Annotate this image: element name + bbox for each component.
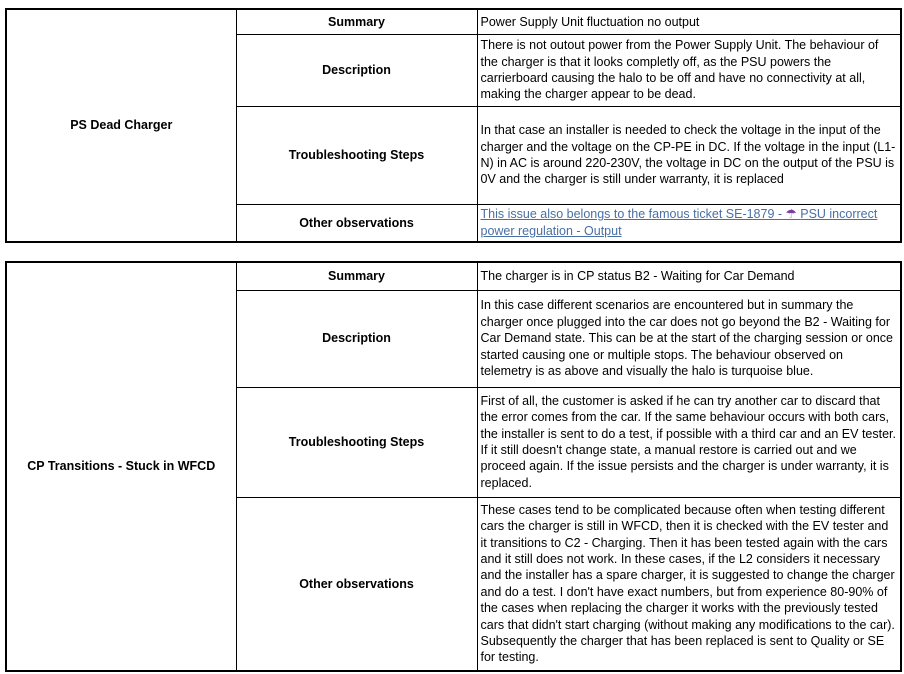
- row-label-description: Description: [236, 34, 477, 106]
- ticket-link-text-2: PSU incorrect power regulation - Output: [480, 207, 878, 238]
- other-observations-cell: [477, 204, 901, 242]
- description-text: There is not outout power from the Power Supply Unit. The behaviour of the charger is that it looks completly off, as the PSU powers the carrierboard causing the halo to be off and have no connectivity at all, making the charger appear to be dead.: [477, 34, 901, 106]
- table-row: [6, 9, 901, 34]
- issue-table-ps-dead-charger: [5, 8, 902, 243]
- row-label-summary: Summary: [236, 262, 477, 290]
- row-label-other-observations: Other observations: [236, 204, 477, 242]
- row-label-troubleshooting: Troubleshooting Steps: [236, 387, 477, 497]
- umbrella-icon: ☂: [785, 207, 797, 222]
- row-label-other-observations: Other observations: [236, 497, 477, 671]
- issue-title: CP Transitions - Stuck in WFCD: [6, 262, 236, 671]
- row-label-troubleshooting: Troubleshooting Steps: [236, 106, 477, 204]
- summary-text: The charger is in CP status B2 - Waiting for Car Demand: [477, 262, 901, 290]
- summary-text: Power Supply Unit fluctuation no output: [477, 9, 901, 34]
- row-label-summary: Summary: [236, 9, 477, 34]
- issue-table-cp-transitions: [5, 261, 902, 672]
- issue-title: PS Dead Charger: [6, 9, 236, 242]
- row-label-description: Description: [236, 290, 477, 387]
- ticket-link-text: This issue also belongs to the famous ticket SE-1879 -: [480, 207, 783, 222]
- table-row: [6, 262, 901, 290]
- other-observations-text: These cases tend to be complicated because often when testing different cars the charger is still in WFCD, then it is checked with the EV tester and it transitions to C2 - Charging. Then it has been tested again with the cars and it still does not work. In these cases, if the L2 considers it necessary and the installer has a spare charger, it is suggested to change the charger and do a test. I don't have exact numbers, but from experience 80-90% of the cases when replacing the charger it works with the previously tested cars that didn't start charging (without making any modifications to the car). Subsequently the charger that has been replaced is sent to Quality or SE for testing.: [477, 497, 901, 671]
- troubleshooting-text: First of all, the customer is asked if he can try another car to discard that the error comes from the car. If the same behaviour occurs with both cars, the installer is sent to do a test, if possible with a third car and an EV tester. If it still doesn't change state, a manual restore is carried out and we proceed again. If the issue persists and the charger is under warranty, it is replaced.: [477, 387, 901, 497]
- ticket-link[interactable]: [481, 207, 878, 237]
- troubleshooting-text: In that case an installer is needed to check the voltage in the input of the charger and the voltage on the CP-PE in DC. If the voltage in the input (L1-N) in AC is around 220-230V, the voltage in DC on the output of the PSU is 0V and the charger is still under warranty, it is replaced: [477, 106, 901, 204]
- description-text: In this case different scenarios are encountered but in summary the charger once plugged into the car does not go beyond the B2 - Waiting for Car Demand state. This can be at the start of the charging session or once started causing one or multiple stops. The behaviour observed on telemetry is as above and visually the halo is turquoise blue.: [477, 290, 901, 387]
